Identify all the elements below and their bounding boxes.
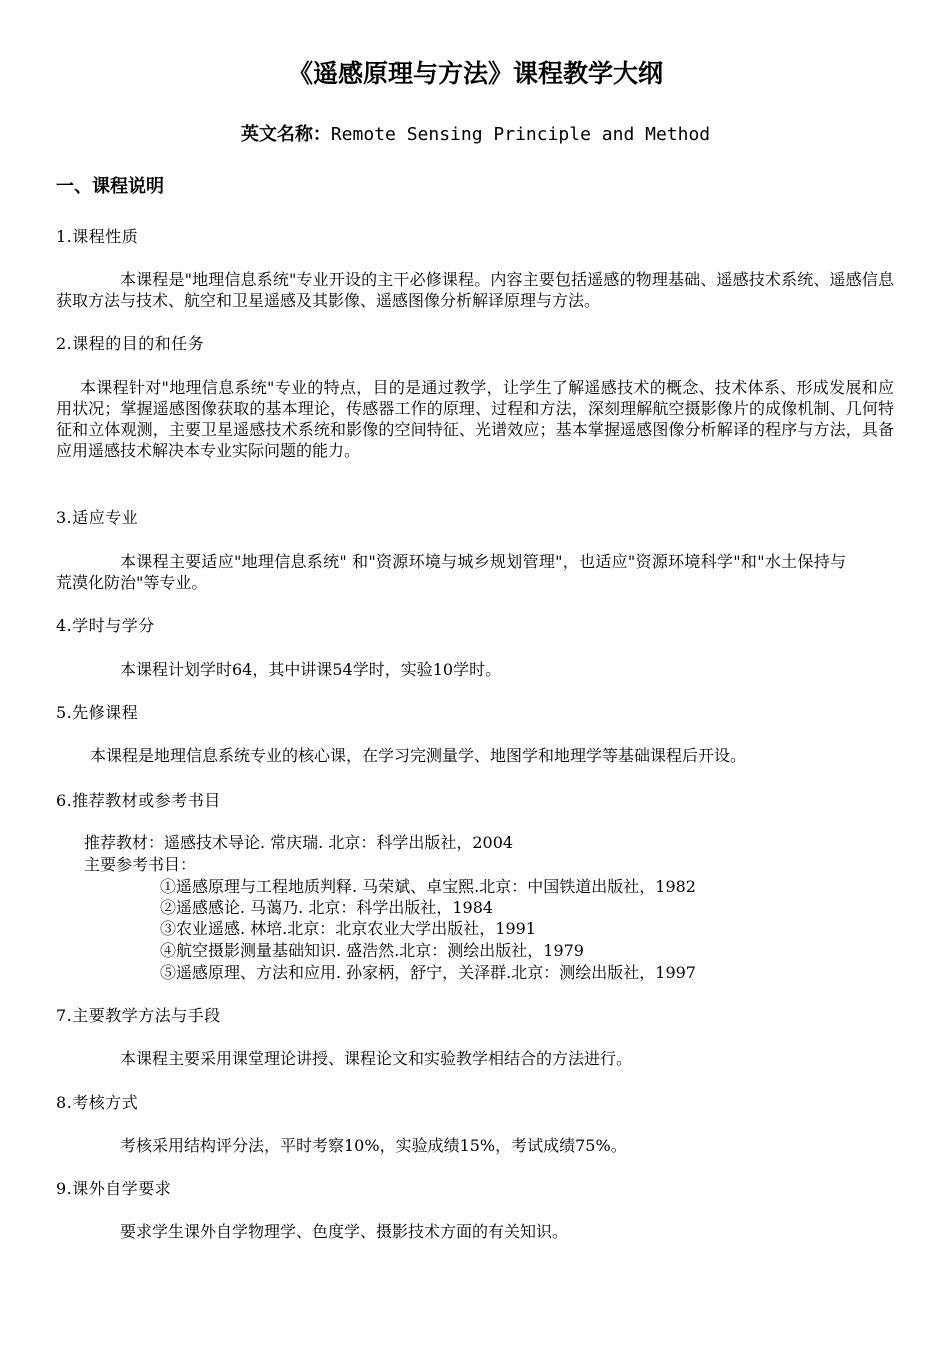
item-text-3: 本课程主要适应"地理信息系统" 和"资源环境与城乡规划管理"，也适应"资源环境科学"和"水土保持与荒漠化防治"等专业。	[56, 552, 846, 592]
textbook-line: 推荐教材：遥感技术导论. 常庆瑞. 北京：科学出版社，2004	[84, 833, 514, 852]
reference-item-4: ④航空摄影测量基础知识. 盛浩然.北京：测绘出版社，1979	[160, 941, 584, 960]
references-label: 主要参考书目：	[84, 855, 197, 874]
item-heading-4: 4.学时与学分	[56, 616, 155, 635]
item-text-7: 本课程主要采用课堂理论讲授、课程论文和实验教学相结合的方法进行。	[120, 1049, 633, 1068]
english-name-label: 英文名称：	[240, 124, 331, 145]
item-text-1: 本课程是"地理信息系统"专业开设的主干必修课程。内容主要包括遥感的物理基础、遥感技术系统、遥感信息获取方法与技术、航空和卫星遥感及其影像、遥感图像分析解译原理与方法。	[56, 270, 894, 310]
reference-item-2: ②遥感感论. 马蔼乃. 北京：科学出版社，1984	[160, 898, 494, 917]
item-heading-3: 3.适应专业	[56, 508, 139, 527]
item-text-9: 要求学生课外自学物理学、色度学、摄影技术方面的有关知识。	[120, 1222, 569, 1241]
item-heading-9: 9.课外自学要求	[56, 1179, 172, 1198]
item-text-4: 本课程计划学时64，其中讲课54学时，实验10学时。	[120, 660, 502, 679]
item-text-2: 本课程针对"地理信息系统"专业的特点，目的是通过教学，让学生了解遥感技术的概念、技术体系、形成发展和应用状况；掌握遥感图像获取的基本理论，传感器工作的原理、过程和方法，深刻理解航空摄影像片的成像机制、几何特征和立体观测，主要卫星遥感技术系统和影像的空间特征、光谱效应；基本掌握遥感图像分析解译的程序与方法，具备应用遥感技术解决本专业实际问题的能力。	[56, 378, 894, 460]
item-heading-1: 1.课程性质	[56, 227, 139, 246]
item-heading-7: 7.主要教学方法与手段	[56, 1006, 221, 1025]
reference-item-5: ⑤遥感原理、方法和应用. 孙家柄，舒宁，关泽群.北京：测绘出版社，1997	[160, 963, 696, 982]
english-name-value: Remote Sensing Principle and Method	[330, 124, 711, 145]
section-heading: 一、课程说明	[56, 176, 164, 197]
document-title: 《遥感原理与方法》课程教学大纲	[287, 59, 663, 88]
reference-item-3: ③农业遥感. 林培.北京：北京农业大学出版社，1991	[160, 919, 536, 938]
item-heading-6: 6.推荐教材或参考书目	[56, 791, 221, 810]
item-heading-5: 5.先修课程	[56, 703, 139, 722]
reference-item-1: ①遥感原理与工程地质判释. 马荣斌、卓宝熙.北京：中国铁道出版社，1982	[160, 877, 696, 896]
item-heading-2: 2.课程的目的和任务	[56, 334, 205, 353]
item-heading-8: 8.考核方式	[56, 1093, 139, 1112]
english-name	[0, 122, 951, 148]
item-text-5: 本课程是地理信息系统专业的核心课，在学习完测量学、地图学和地理学等基础课程后开设。	[90, 746, 747, 765]
item-text-8: 考核采用结构评分法，平时考察10%，实验成绩15%，考试成绩75%。	[120, 1136, 627, 1155]
